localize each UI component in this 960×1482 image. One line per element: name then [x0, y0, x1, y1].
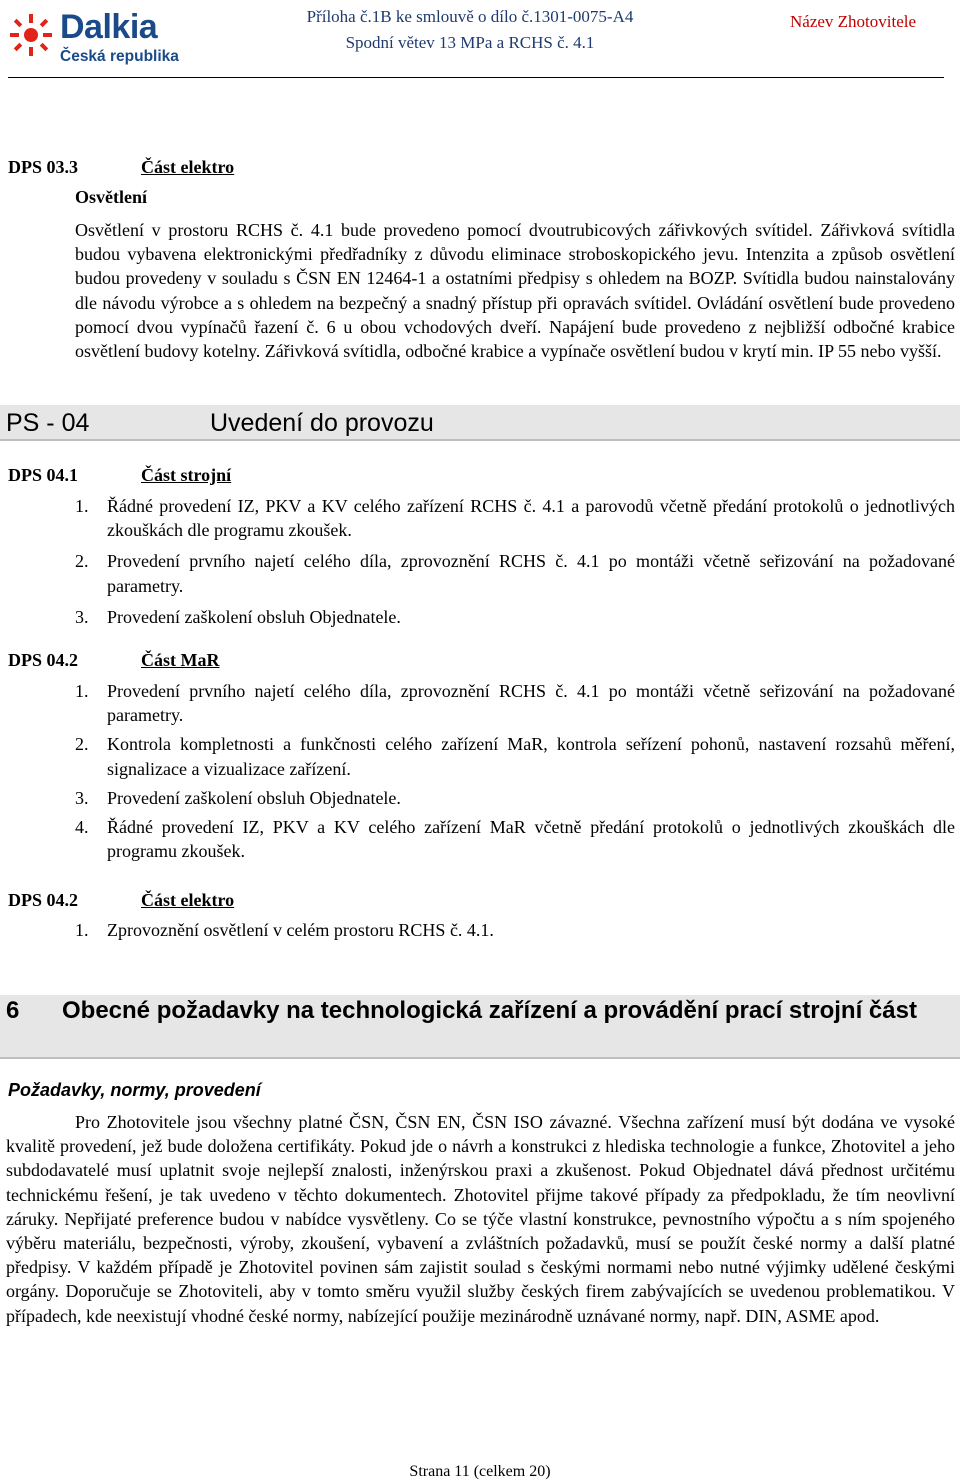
section-title: Část elektro: [141, 890, 235, 910]
header-divider: [8, 77, 944, 78]
page-number: Strana 11 (celkem 20): [409, 1463, 551, 1480]
requirements-paragraph: Pro Zhotovitele jsou všechny platné ČSN, ČSN EN, ČSN ISO závazné. Všechna zařízení musí být dodána ve vysoké kvalitě provedení, jež bude doložena certifikáty. Pokud jde o návrh a konstrukci z hlediska technologie a funkce, Zhotovitel a jeho subdodavatelé musí uplatnit svoje nejlepší znalosti, inženýrskou praxi a zkušenost. Pokud Objednatel dává přednost určitému technickému řešení, je tak uvedeno v těchto dokumentech. Zhotovitel přijme takové případy za předpokladu, že tím neovlivní záruky. Nepřijaté preference budou v nabídce vysvětleny. Co se týče vlastní konstrukce, pevnostního výpočtu a s ním spojeného výběru materiálu, bezpečnosti, výroby, zkoušení, vybavení a zvláštních požadavků, musí se použít české normy a další platné předpisy. V každém případě je Zhotovitel povinen sám zajistit soulad s českými normami nebo nutné výjimky udělené českými orgány. Doporučuje se Zhotoviteli, aby v tomto směru využil služby českých firem zabývajících se uvedenou problematikou. V případech, kde neexistují vhodné české normy, nabízející použije mezinárodně uznávané normy, např. DIN, ASME apod.: [6, 1112, 955, 1326]
subsection-title: Osvětlení: [75, 187, 147, 207]
list-item: 4. Řádné provedení IZ, PKV a KV celého zařízení MaR včetně předání protokolů o jednotlivých zkouškách dle programu zkoušek.: [75, 817, 955, 862]
list-item: 2. Provedení prvního najetí celého díla, zprovoznění RCHS č. 4.1 po montáži včetně seřizování na požadované parametry.: [75, 551, 955, 596]
logo-subtitle: Česká republika: [60, 48, 179, 65]
list-item: 3. Provedení zaškolení obsluh Objednatele.: [75, 787, 401, 808]
numbered-list: [75, 918, 955, 942]
section-code: DPS 04.2: [8, 890, 79, 910]
section-code: DPS 04.2: [8, 650, 79, 670]
list-item: 3. Provedení zaškolení obsluh Objednatele.: [75, 606, 401, 627]
header-contractor: Název Zhotovitele: [790, 12, 917, 31]
lighting-paragraph: Osvětlení v prostoru RCHS č. 4.1 bude provedeno pomocí dvoutrubicových zářivkových svítidel. Zářivková svítidla budou vybavena elektronickými předřadníky z důvodu eliminace stroboskopického jevu. Intenzita a způsob osvětlení budou provedeny v souladu s ČSN EN 12464-1 a ostatními předpisy s ohledem na BOZP. Svítidla budou nainstalovány dle návodu výrobce a s ohledem na bezpečný a snadný přístup při opravách svítidel. Ovládání osvětlení bude provedeno pomocí dvou vypínačů řazení č. 6 u obou vchodových dveří. Napájení bude provedeno z nejbližší odbočné krabice osvětlení budovy kotelny. Zářivková svítidla, odbočné krabice a vypínače osvětlení budou v krytí min. IP 55 nebo vyšší.: [75, 220, 955, 362]
list-item: 1. Řádné provedení IZ, PKV a KV celého zařízení RCHS č. 4.1 a parovodů včetně předání protokolů o jednotlivých zkouškách dle programu zkoušek.: [75, 496, 955, 541]
numbered-list: [75, 679, 955, 863]
dalkia-logo: [8, 8, 208, 66]
subheading: Požadavky, normy, provedení: [8, 1080, 261, 1100]
section-title: Část strojní: [141, 465, 232, 485]
section-code: DPS 04.1: [8, 465, 79, 485]
section-title: Část elektro: [141, 157, 235, 177]
numbered-list: [75, 494, 955, 629]
logo-wordmark: Dalkia: [60, 8, 158, 46]
dalkia-flame-icon: [8, 12, 54, 58]
section-code: DPS 03.3: [8, 157, 79, 177]
list-item: 1. Provedení prvního najetí celého díla, zprovoznění RCHS č. 4.1 po montáži včetně seřizování na požadované parametry.: [75, 681, 955, 726]
ps-heading-bar: [0, 405, 960, 441]
section-title: Část MaR: [141, 650, 220, 670]
chapter-title: Obecné požadavky na technologická zařízení a provádění prací strojní část: [62, 997, 917, 1024]
header-line-1: Příloha č.1B ke smlouvě o dílo č.1301-0075-A4: [306, 7, 634, 26]
chapter-number: 6: [6, 997, 20, 1024]
header-document-info: [270, 4, 670, 56]
chapter-heading-bar: [0, 995, 960, 1059]
ps-code: PS - 04: [6, 409, 90, 437]
list-item: 1. Zprovoznění osvětlení v celém prostoru RCHS č. 4.1.: [75, 920, 494, 940]
header-line-2: Spodní větev 13 MPa a RCHS č. 4.1: [345, 33, 595, 52]
ps-title: Uvedení do provozu: [210, 409, 434, 437]
list-item: 2. Kontrola kompletnosti a funkčnosti celého zařízení MaR, kontrola seřízení pohonů, nastavení rozsahů měření, signalizace a vizualizace zařízení.: [75, 734, 955, 779]
